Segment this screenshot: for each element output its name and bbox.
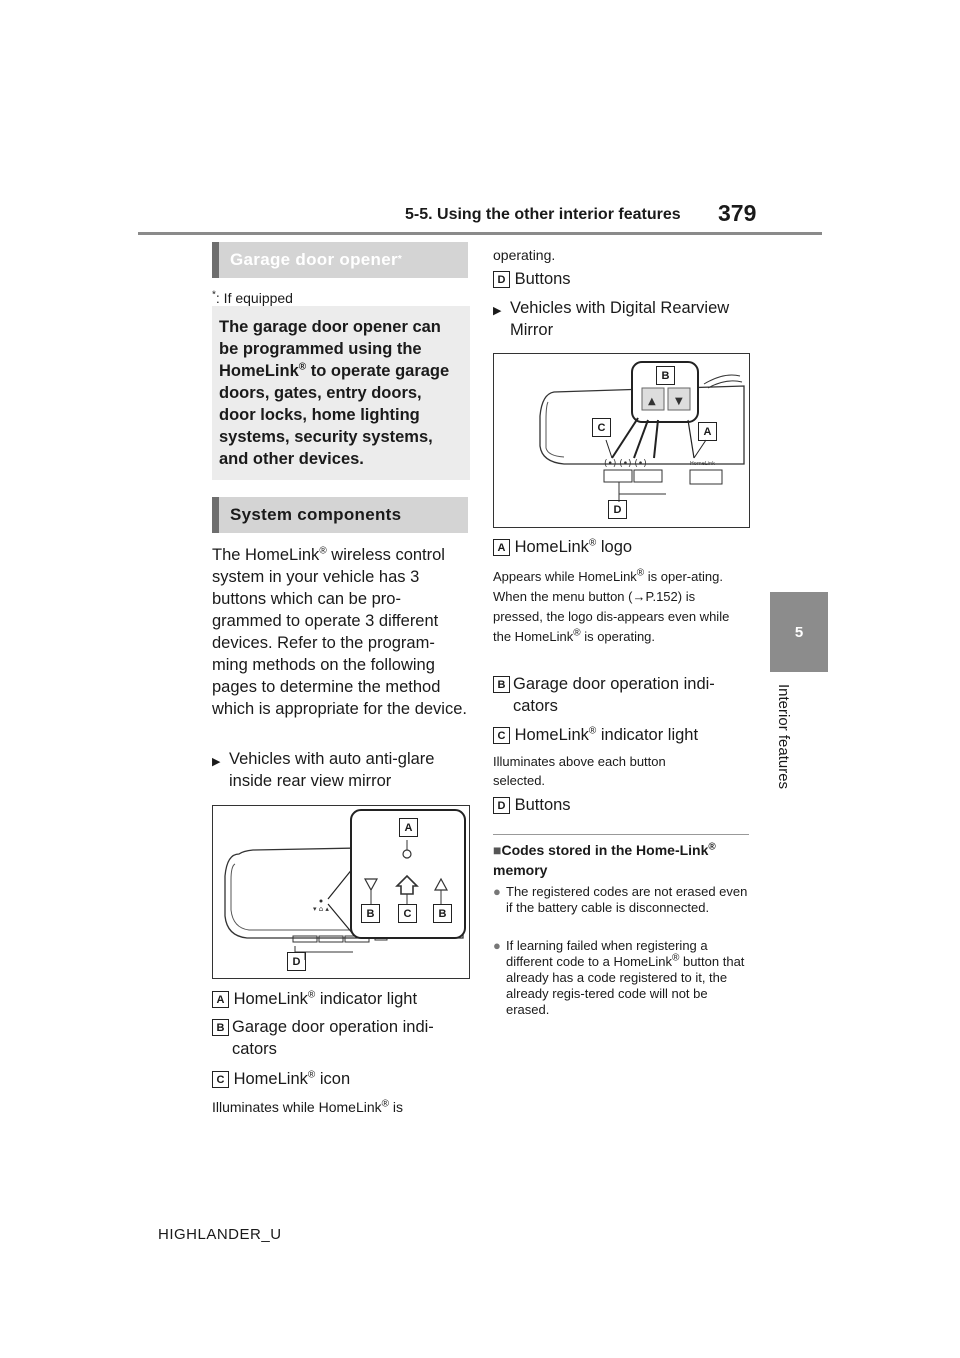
page-number: 379 bbox=[718, 200, 757, 226]
codes-divider bbox=[493, 834, 749, 835]
svg-text:▾ ⌂ ▴: ▾ ⌂ ▴ bbox=[313, 905, 329, 913]
item-a-logo: A HomeLink® logo bbox=[493, 536, 632, 558]
svg-text:▲: ▲ bbox=[648, 396, 656, 407]
heading-system-components: System components bbox=[212, 497, 468, 533]
chapter-tab: 5 bbox=[770, 592, 828, 672]
fig2-label-a: A bbox=[698, 422, 717, 441]
item-a-indicator: A HomeLink® indicator light bbox=[212, 988, 472, 1010]
item-d-buttons-2: D Buttons bbox=[493, 794, 571, 816]
bullet-auto-antiglare: ▶ Vehicles with auto anti-glare inside rear view mirror bbox=[212, 750, 435, 790]
item-c-desc-2: Illuminates above each button selected. bbox=[493, 754, 666, 788]
item-c-desc: Illuminates while HomeLink® is bbox=[212, 1098, 404, 1115]
item-c-desc-continued: operating. bbox=[493, 247, 556, 263]
codes-item-2: ● If learning failed when registering a different code to a HomeLink® button that already has a code registered to it, the already regis-tered code will not be erased. bbox=[493, 938, 745, 1017]
fig1-label-b2: B bbox=[433, 904, 452, 923]
codes-item-1: ● The registered codes are not erased even if the battery cable is disconnected. bbox=[493, 884, 748, 915]
intro-box: The garage door opener can be programmed using the HomeLink® to operate garage doors, gates, entry doors, door locks, home lighting systems, security systems, and other devices. bbox=[212, 306, 470, 480]
fig2-label-c: C bbox=[592, 418, 611, 437]
fig2-label-b: B bbox=[656, 366, 675, 385]
svg-text:(•) (•) (•): (•) (•) (•) bbox=[604, 459, 647, 469]
figure-digital-mirror bbox=[493, 353, 750, 528]
item-a-desc: Appears while HomeLink® is oper-ating. When the menu button (→P.152) is pressed, the logo dis-appears even while the HomeLink® is operating. bbox=[493, 567, 730, 644]
fig1-label-b: B bbox=[361, 904, 380, 923]
svg-text:▼: ▼ bbox=[675, 396, 683, 407]
bullet-digital-mirror: ▶ Vehicles with Digital Rearview Mirror bbox=[493, 299, 730, 339]
item-b-operation: B Garage door operation indi-cators bbox=[212, 1016, 462, 1060]
equipped-note: *: If equipped bbox=[212, 289, 293, 306]
footer-model: HIGHLANDER_U bbox=[158, 1226, 282, 1243]
figure-antiglare-mirror bbox=[212, 805, 470, 979]
fig1-label-c: C bbox=[398, 904, 417, 923]
item-d-buttons-1: D Buttons bbox=[493, 268, 571, 290]
fig1-label-a: A bbox=[399, 818, 418, 837]
item-c-icon: C HomeLink® icon bbox=[212, 1068, 472, 1090]
item-b-operation-2: B Garage door operation indi-cators bbox=[493, 673, 743, 717]
codes-heading: ■Codes stored in the Home-Link® memory bbox=[493, 841, 716, 878]
item-c-indicator-2: C HomeLink® indicator light bbox=[493, 724, 698, 746]
svg-text:HomeLink: HomeLink bbox=[690, 461, 716, 467]
header-rule bbox=[138, 232, 822, 235]
section-title: 5-5. Using the other interior features bbox=[405, 206, 681, 223]
body-paragraph: The HomeLink® wireless control system in your vehicle has 3 buttons which can be pro-grammed to operate 3 different devices. Refer to the program-ming methods on the following pages to determine the method which is appropriate for the device. bbox=[212, 545, 467, 718]
fig1-label-d: D bbox=[287, 952, 306, 971]
fig2-label-d: D bbox=[608, 500, 627, 519]
chapter-label: Interior features bbox=[775, 684, 792, 790]
heading-garage-door-opener: Garage door opener * bbox=[212, 242, 468, 278]
